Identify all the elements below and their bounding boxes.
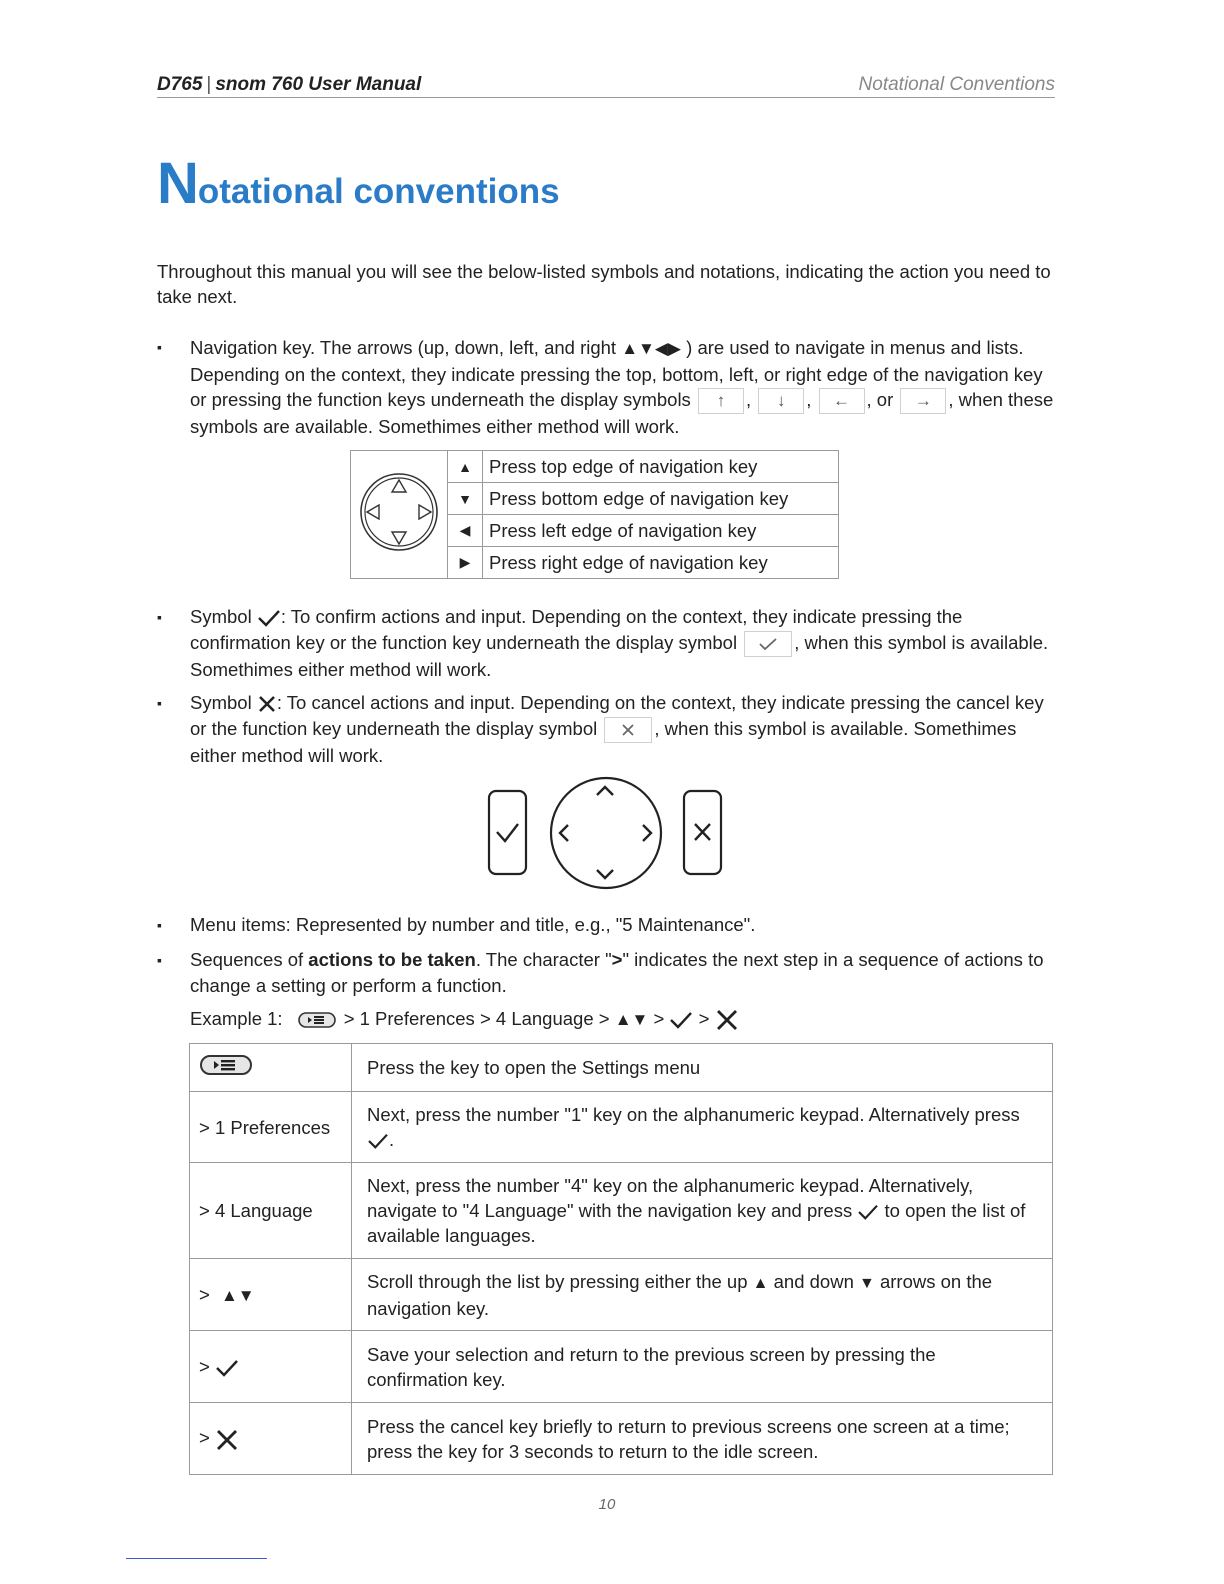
step-desc-end: to open the list of available languages.: [367, 1200, 1026, 1246]
navigation-ring: [551, 778, 661, 888]
down-arrow-icon: ▼: [859, 1274, 875, 1292]
intro-paragraph: Throughout this manual you will see the below-listed symbols and notations, indicating the action you need to take next.: [157, 261, 1051, 307]
nav-up-chevron-icon: [597, 787, 613, 795]
nav-desc-left: Press left edge of navigation key: [483, 515, 839, 547]
keypad-illustration: [486, 774, 726, 892]
header-manual-title: snom 760 User Manual: [215, 74, 422, 95]
navigation-bullet: Navigation key. The arrows (up, down, left, and right ▲▼◀▶ ) are used to navigate in menus and lists. Depending on the context, they indicate pressing the top, bottom, left, or right edge of the navigation key or pressing the function keys underneath the display symbols ↑ , ↓ , ← , or → , when these symbols are available. Somethimes either method will work.: [190, 337, 1054, 438]
display-symbol-up: ↑: [698, 388, 744, 414]
step-key-arrows: ▲▼: [220, 1285, 255, 1305]
navigation-key-illustration: [351, 451, 448, 579]
bullet-marker: ▪: [157, 695, 162, 711]
sequences-lead-text: Sequences of: [190, 949, 309, 970]
step-desc-cell: Save your selection and return to the previous screen by pressing the confirmation key.: [352, 1331, 1053, 1403]
table-row: [190, 1259, 1053, 1331]
step-key-cell: > 4 Language: [190, 1163, 352, 1259]
sequences-bold-text: actions to be taken: [308, 949, 476, 970]
nav-or-text: or: [876, 389, 894, 410]
display-symbol-down: ↓: [758, 388, 804, 414]
footer-link-rule: [126, 1558, 267, 1559]
step-key-cell: [190, 1331, 352, 1403]
step-desc-text: Next, press the number "4" key on the alphanumeric keypad. Alternatively, navigate to "4 Language" with the navigation key and press: [367, 1175, 974, 1221]
sequences-tail-a: . The character ": [475, 949, 612, 970]
running-header-left: [157, 74, 421, 96]
check-icon: [669, 1010, 693, 1030]
display-symbol-check: [744, 631, 792, 657]
navigation-key-table: [350, 450, 839, 579]
example-label: Example 1:: [190, 1008, 283, 1029]
settings-key-icon: [298, 1011, 336, 1029]
example-line: [190, 1006, 1060, 1033]
cancel-bullet: [190, 690, 1060, 768]
step-desc-text: Next, press the number "1" key on the alphanumeric keypad. Alternatively press: [367, 1104, 1020, 1125]
cross-icon: [620, 722, 636, 738]
step-key-cell: > 1 Preferences: [190, 1092, 352, 1163]
example-gt-2: >: [693, 1008, 710, 1029]
confirm-key-outline: [489, 791, 526, 874]
step-key-gt: >: [199, 1283, 210, 1305]
step-desc-cell: [352, 1092, 1053, 1163]
confirm-bullet: [190, 604, 1060, 682]
settings-key-icon: [199, 1054, 253, 1076]
title-rest: otational conventions: [197, 172, 560, 211]
sequences-gt-char: >: [611, 949, 623, 970]
nav-arrows-glyphs: ▲▼◀▶: [621, 339, 682, 358]
step-desc-end: .: [389, 1129, 395, 1150]
table-row: [190, 1403, 1053, 1475]
display-symbol-cross: [604, 717, 652, 743]
display-symbol-right: →: [900, 388, 946, 414]
bullet-marker: ▪: [157, 917, 162, 933]
display-symbol-left: ←: [819, 388, 865, 414]
nav-arrow-right: ▶: [448, 547, 483, 579]
step-key-gt: >: [199, 1356, 210, 1377]
menu-items-bullet: Menu items: Represented by number and title, e.g., "5 Maintenance".: [190, 914, 756, 935]
up-arrow-icon: ▲: [752, 1274, 769, 1292]
nav-desc-down: Press bottom edge of navigation key: [483, 483, 839, 515]
nav-tail-text: , when these symbols are available. Somethimes either method will work.: [190, 389, 1054, 438]
header-model: D765: [157, 74, 203, 95]
confirm-tail-text: , when this symbol is available. Somethimes either method will work.: [190, 631, 1049, 680]
nav-down-chevron-icon: [597, 870, 613, 878]
nav-desc-up: Press top edge of navigation key: [483, 451, 839, 483]
example-steps-table: [189, 1043, 1053, 1475]
check-icon: [367, 1132, 389, 1150]
step-desc-cell: [352, 1163, 1053, 1259]
step-key-cell: [190, 1403, 352, 1475]
nav-lead-text: Navigation key. The arrows (up, down, left, and right: [190, 337, 622, 358]
nav-mid-text: ) are used to navigate in menus and lists. Depending on the context, they indicate pressing the top, bottom, left, or right edge of the navigation key or pressing the function keys underneath the display symbols: [190, 337, 1043, 410]
table-row: [190, 1331, 1053, 1403]
nav-arrow-up: ▲: [448, 451, 483, 483]
table-row: [190, 1092, 1053, 1163]
title-initial: N: [157, 151, 198, 216]
confirm-mid-text: : To confirm actions and input. Depending on the context, they indicate pressing the confirmation key or the function key underneath the display symbol: [190, 606, 963, 653]
header-separator: |: [206, 74, 212, 95]
confirm-key-check-icon: [497, 824, 518, 841]
table-row: [190, 1044, 1053, 1092]
step-desc-cell: Press the cancel key briefly to return to previous screens one screen at a time; press the key for 3 seconds to return to the idle screen.: [352, 1403, 1053, 1475]
cancel-lead-text: Symbol: [190, 692, 252, 713]
step-desc-text: Scroll through the list by pressing either the up: [367, 1270, 748, 1292]
step-desc-end: arrows on the navigation key.: [367, 1270, 993, 1319]
example-sequence-text: > 1 Preferences > 4 Language >: [343, 1008, 610, 1029]
nav-arrow-down: ▼: [448, 483, 483, 515]
nav-desc-right: Press right edge of navigation key: [483, 547, 839, 579]
step-key-cell: [190, 1259, 352, 1331]
header-rule: [157, 97, 1055, 98]
check-icon: [257, 608, 281, 628]
cross-icon: [715, 1008, 739, 1032]
nav-right-chevron-icon: [643, 825, 651, 841]
sequences-bullet: [190, 947, 1060, 998]
cross-icon: [257, 694, 277, 714]
example-arrows: ▲▼: [614, 1010, 649, 1029]
example-gt-1: >: [648, 1008, 665, 1029]
check-icon: [215, 1358, 239, 1378]
step-key-cell: [190, 1044, 352, 1092]
page-title: [157, 150, 560, 217]
check-icon: [857, 1203, 879, 1221]
step-desc-cell: [352, 1259, 1053, 1331]
nav-arrow-left: ◀: [448, 515, 483, 547]
bullet-marker: ▪: [157, 339, 162, 355]
nav-table-row: [351, 451, 839, 483]
cancel-tail-text: , when this symbol is available. Somethimes either method will work.: [190, 717, 1017, 766]
navigation-key-icon: [357, 470, 441, 554]
check-icon: [758, 636, 778, 652]
cross-icon: [215, 1428, 239, 1452]
confirm-lead-text: Symbol: [190, 606, 252, 627]
nav-left-chevron-icon: [560, 825, 568, 841]
step-desc-mid: and down: [768, 1270, 854, 1292]
page-number: 10: [598, 1496, 616, 1513]
bullet-marker: ▪: [157, 952, 162, 968]
table-row: [190, 1163, 1053, 1259]
running-header-section: Notational Conventions: [858, 74, 1055, 95]
step-key-gt: >: [199, 1427, 210, 1449]
bullet-marker: ▪: [157, 609, 162, 625]
cancel-mid-text: : To cancel actions and input. Depending on the context, they indicate pressing the cancel key or the function key underneath the display symbol: [190, 692, 1044, 739]
step-desc-cell: Press the key to open the Settings menu: [352, 1044, 1053, 1092]
sequences-tail-b: " indicates the next step in a sequence of actions to change a setting or perform a function.: [190, 949, 1044, 996]
